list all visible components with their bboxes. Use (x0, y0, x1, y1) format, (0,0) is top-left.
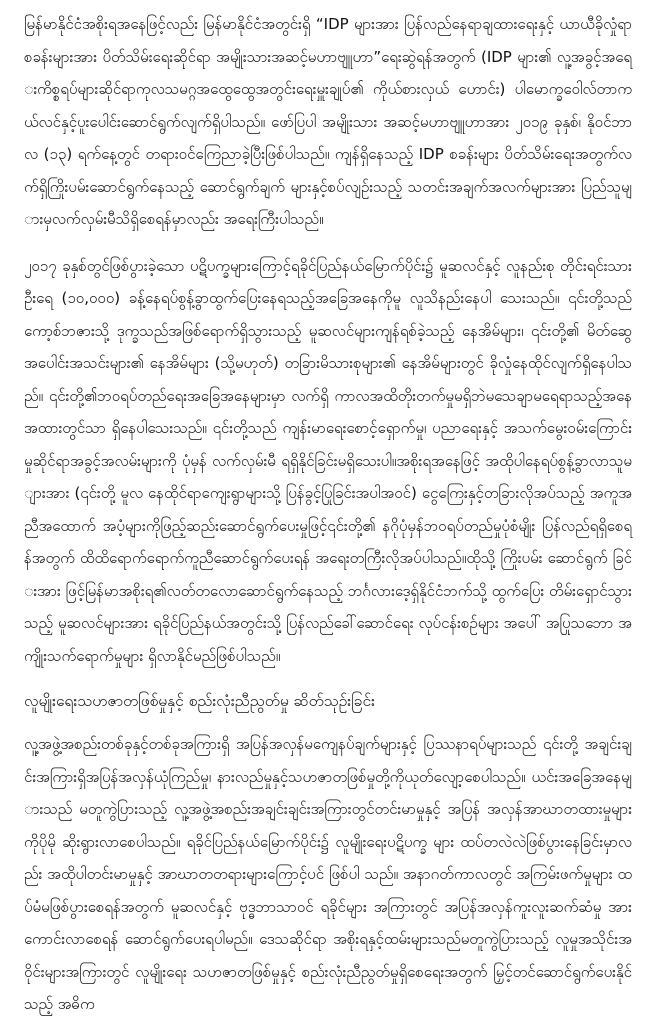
paragraph-social-cohesion: လူ့အဖွဲ့အစည်းတစ်ခုနှင့်တစ်ခုအကြားရှိ အပြန်အလှန်မကျေနပ်ချက်များနှင့် ပြဿနာရပ်များသည် ၎င်းတို့ အချင်းချင်းအကြားရှိအပြန်အလှန်ယုံကြည်မှု၊ နားလည်မှုနှင့်သဟဇာတဖြစ်မှုတို့ကိုယုတ်လျော့စေပါသည်။ ယင်းအခြေအနေများသည် မတူကွဲပြားသည့် လူ့အဖွဲ့အစည်းအချင်းချင်းအကြားတွင်တင်းမာမှုနှင့် အပြန် အလှန်အာဃာတထားမှုများကိုပိုမို ဆိုးရွားလာစေပါသည်။ ရခိုင်ပြည်နယ်မြောက်ပိုင်း၌ လူမျိုးရေးပဋိပက္ခ များ ထပ်တလဲလဲဖြစ်ပွားနေခြင်းမှာလည်း အထိုပါတင်းမာမှုနှင့် အာဃာတတရားများကြောင့်ပင် ဖြစ်ပါ သည်။ အနာဂတ်ကာလတွင် အကြမ်းဖက်မှုများ ထပ်မံမဖြစ်ပွားစေရန်အတွက် မူဆလင်နှင့် ဗုဒ္ဓဘာသာဝင် ရခိုင်များ အကြားတွင် အပြန်အလှန်ကူးလူးဆက်ဆံမှု အားကောင်းလာစေရန် ဆောင်ရွက်ပေးရပါမည်။ ဒေသဆိုင်ရာ အစိုးရနှင့်ထမ်းများသည်မတူကွဲပြားသည့် လူမှုအသိုင်းအဝိုင်းများအကြားတွင် လူမျိုးရေး သဟဇာတဖြစ်မှုနှင့် စည်းလုံးညီညွတ်မှုရှိစေရေးအတွက် မြှင့်တင်ဆောင်ရွက်ပေးနိုင်သည့် အဓိက (24, 735, 632, 1013)
paragraph-displacement-2017: ၂၀၁၇ ခုနှစ်တွင်ဖြစ်ပွားခဲ့သော ပဋိပက္ခများကြောင့်ရခိုင်ပြည်နယ်မြောက်ပိုင်း၌ မူဆလင်နှင့် လူနည်းစု တိုင်းရင်းသားဦးရေ (၁၀,၀၀၀) ခန့်နေရပ်စွန့်ခွာထွက်ပြေးနေရသည့်အခြေအနေကိုမူ လူသိနည်းနေပါ သေးသည်။ ၎င်းတို့သည် ကော့စ်ဘဇားသို့ ဒုက္ခသည်အဖြစ်ရောက်ရှိသွားသည့် မူဆလင်များကျန်ရစ်ခဲ့သည့် နေအိမ်များ၊ ၎င်းတို့၏ မိတ်ဆွေအပေါင်းအသင်းများ၏ နေအိမ်များ (သို့မဟုတ်) တခြားမိသားစုများ၏ နေအိမ်များတွင် ခိုလှုံနေထိုင်လျက်ရှိနေပါသည်။ ၎င်းတို့၏ဘဝရပ်တည်ရေးအခြေအနေများမှာ လက်ရှိ ကာလအထိတိုးတက်မှုမရှိဘဲမသေချာမရေရာသည့်အနေအထားတွင်သာ ရှိနေပါသေးသည်။ ၎င်းတို့သည် ကျန်းမာရေးစောင့်ရှောက်မှု၊ ပညာရေးနှင့် အသက်မွေးဝမ်းကြောင်းမှုဆိုင်ရာအခွင့်အလမ်းများကို ပုံမှန် လက်လှမ်းမီ ရရှိနိုင်ခြင်းမရှိသေးပါ။အစိုးရအနေဖြင့် အထိုပါနေရပ်စွန့်ခွာလာသူများအား (၎င်းတို့ မူလ နေထိုင်ရာကျေးရွာများသို့ ပြန်ခွင့်ပြုခြင်းအပါအဝင်) ငွေကြေးနှင့်တခြားလိုအပ်သည့် အကူအညီအထောက် အပံ့များကိုဖြည့်ဆည်းဆောင်ရွက်ပေးမှုဖြင့်၎င်းတို့၏ နဂိုပုံမှန်ဘဝရပ်တည်မှုပုံစံမျိုး ပြန်လည်ရရှိစေရန်အတွက် ထိထိရောက်ရောက်ကူညီဆောင်ရွက်ပေးရန် အရေးတကြီးလိုအပ်ပါသည်။ထိုသို့ ကြိုးပမ်း ဆောင်ရွက် ခြင်းအား ဖြင့်မြန်မာအစိုးရ၏လတ်တလောဆောင်ရွက်နေသည့် ဘင်္ဂလားဒေ့ရှ်နိုင်ငံဘက်သို့ ထွက်ပြေး တိမ်းရှောင်သွားသည့် မူဆလင်များအား ရခိုင်ပြည်နယ်အတွင်းသို့ ပြန်လည်ခေါ်ဆောင်ရေး လုပ်ငန်းစဉ်များ အပေါ် အပြုသဘော အကျိုးသက်ရောက်မှုများ ရှိလာနိုင်မည်ဖြစ်ပါသည်။ (24, 256, 632, 665)
document-page (24, 8, 632, 1035)
paragraph-idp-strategy: မြန်မာနိုင်ငံအစိုးရအနေဖြင့်လည်း မြန်မာနိုင်ငံအတွင်းရှိ “IDP များအား ပြန်လည်နေရာချထားရေးနှင့် ယာယီခိုလှုံရာစခန်းများအား ပိတ်သိမ်းရေးဆိုင်ရာ အမျိုးသားအဆင့်မဟာဗျူဟာ”ရေးဆွဲရန်အတွက် (IDP များ၏ လူ့အခွင့်အရေးကိစ္စရပ်များဆိုင်ရာကုလသမဂ္ဂအထွေထွေအတွင်းရေးမှူးချုပ်၏ ကိုယ်စားလှယ် ဟောင်း) ပါမောက္ခဝေါလ်တာကယ်လင်နှင့်ပူးပေါင်းဆောင်ရွက်လျက်ရှိပါသည်။ ဖော်ပြပါ အမျိုးသား အဆင့်မဟာဗျူဟာအား ၂၀၁၉ ခုနှစ်၊ နိုဝင်ဘာလ (၁၃) ရက်နေ့တွင် တရားဝင်ကြေညာခဲ့ပြီးဖြစ်ပါသည်။ ကျန်ရှိနေသည့် IDP စခန်းများ ပိတ်သိမ်းရေးအတွက်လက်ရှိကြိုးပမ်းဆောင်ရွက်နေသည့် ဆောင်ရွက်ချက် များနှင့်စပ်လျဉ်းသည့် သတင်းအချက်အလက်များအား ပြည်သူများမှလက်လှမ်းမီသိရှိစေရန်မှာလည်း အရေးကြီးပါသည်။ (24, 15, 632, 228)
section-heading: လူမျိုးရေးသဟဇာတဖြစ်မှုနှင့် စည်းလုံးညီညွတ်မှု ဆိတ်သုဉ်းခြင်း (24, 692, 376, 710)
